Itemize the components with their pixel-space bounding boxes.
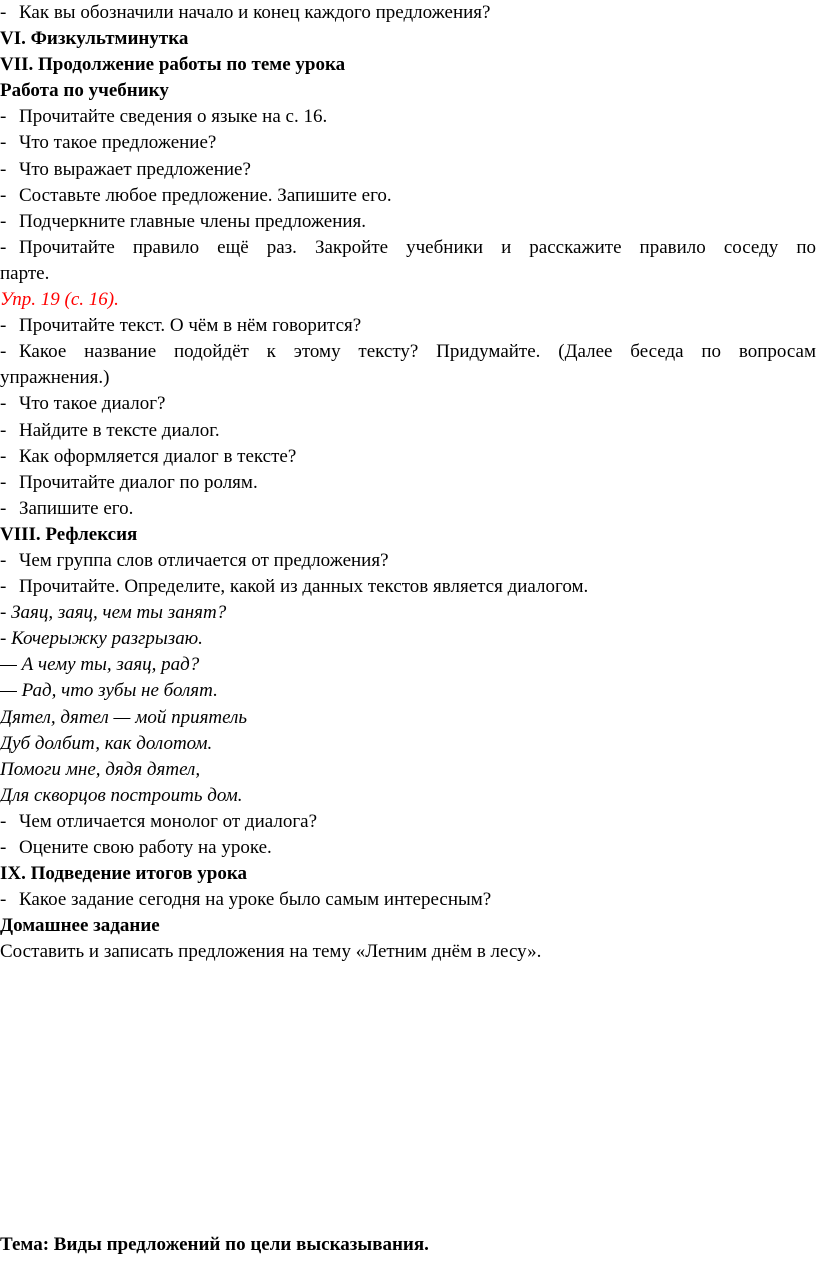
line-text: VII. Продолжение работы по теме урока [0, 54, 346, 76]
line-text: Помоги мне, дядя дятел, [0, 758, 201, 780]
poem-line [0, 652, 816, 678]
line-text: Какое задание сегодня на уроке было самым интересным? [19, 889, 492, 911]
line-text: - Заяц, заяц, чем ты занят? [0, 602, 227, 624]
lesson-topic-heading: Тема: Виды предложений по цели высказывания. [0, 1234, 429, 1255]
list-item [0, 183, 816, 209]
line-text: Прочитайте текст. О чём в нём говорится? [19, 315, 362, 337]
list-bullet: - [0, 132, 7, 154]
poem-line [0, 600, 816, 626]
text-line [0, 365, 816, 391]
list-bullet: - [0, 341, 7, 363]
list-item [0, 130, 816, 156]
line-text: Прочитайте. Определите, какой из данных текстов является диалогом. [19, 576, 589, 598]
line-text: парте. [0, 262, 50, 284]
list-item [0, 835, 816, 861]
poem-line [0, 731, 816, 757]
line-text: Дятел, дятел — мой приятель [0, 706, 248, 728]
text-line [0, 261, 816, 287]
line-text: Дуб долбит, как долотом. [0, 732, 213, 754]
line-text: Составьте любое предложение. Запишите его. [19, 184, 392, 206]
list-item [0, 809, 816, 835]
poem-line [0, 757, 816, 783]
list-bullet: - [0, 549, 7, 571]
list-bullet: - [0, 210, 7, 232]
line-text: Подчеркните главные члены предложения. [19, 210, 367, 232]
list-bullet: - [0, 837, 7, 858]
list-bullet: - [0, 497, 7, 519]
list-item [0, 444, 816, 470]
list-bullet: - [0, 184, 7, 206]
list-bullet: - [0, 236, 7, 258]
line-text: Чем отличается монолог от диалога? [19, 810, 318, 832]
list-bullet: - [0, 810, 7, 832]
line-text: Прочитайте диалог по ролям. [19, 471, 258, 493]
text-line [0, 939, 816, 965]
list-item [0, 157, 816, 183]
line-text: упражнения.) [0, 367, 110, 389]
list-item [0, 418, 816, 444]
line-text: Прочитайте правило ещё раз. Закройте учебники и расскажите правило соседу по [19, 236, 816, 258]
list-bullet: - [0, 471, 7, 493]
section-heading [0, 52, 816, 78]
list-bullet: - [0, 315, 7, 337]
list-bullet: - [0, 393, 7, 415]
list-item [0, 209, 816, 235]
line-text: Что такое диалог? [19, 393, 166, 415]
line-text: Прочитайте сведения о языке на с. 16. [19, 106, 328, 128]
list-item [0, 339, 816, 365]
list-item [0, 0, 816, 26]
list-item [0, 391, 816, 417]
line-text: Найдите в тексте диалог. [19, 419, 220, 441]
list-item [0, 313, 816, 339]
section-heading [0, 861, 816, 887]
list-item [0, 470, 816, 496]
poem-line [0, 626, 816, 652]
line-text: Какое название подойдёт к этому тексту? Придумайте. (Далее беседа по вопросам [19, 341, 816, 363]
line-text: Как оформляется диалог в тексте? [19, 445, 297, 467]
line-text: — А чему ты, заяц, рад? [0, 654, 200, 676]
poem-line [0, 783, 816, 809]
line-text: Как вы обозначили начало и конец каждого предложения? [19, 2, 491, 23]
line-text: — Рад, что зубы не болят. [0, 680, 218, 702]
poem-line [0, 678, 816, 704]
section-heading [0, 913, 816, 939]
exercise-reference [0, 287, 816, 313]
list-bullet: - [0, 2, 7, 23]
line-text: VIII. Рефлексия [0, 523, 138, 545]
section-heading [0, 26, 816, 52]
line-text: Что выражает предложение? [19, 158, 251, 180]
list-bullet: - [0, 889, 7, 911]
line-text: Оцените свою работу на уроке. [19, 837, 272, 858]
line-text: VI. Физкультминутка [0, 28, 189, 50]
list-bullet: - [0, 158, 7, 180]
list-item [0, 574, 816, 600]
list-item [0, 235, 816, 261]
line-text: Что такое предложение? [19, 132, 217, 154]
line-text: IX. Подведение итогов урока [0, 863, 247, 885]
section-heading [0, 78, 816, 104]
list-item [0, 104, 816, 130]
poem-line [0, 705, 816, 731]
list-bullet: - [0, 419, 7, 441]
list-item [0, 548, 816, 574]
list-bullet: - [0, 106, 7, 128]
list-item [0, 887, 816, 913]
line-text: Запишите его. [19, 497, 134, 519]
line-text: - Кочерыжку разгрызаю. [0, 628, 203, 650]
list-bullet: - [0, 445, 7, 467]
line-text: Чем группа слов отличается от предложения? [19, 549, 389, 571]
line-text: Упр. 19 (с. 16). [0, 289, 119, 311]
line-text: Домашнее задание [0, 915, 160, 937]
section-heading [0, 522, 816, 548]
line-text: Работа по учебнику [0, 80, 169, 102]
list-bullet: - [0, 576, 7, 598]
line-text: Для скворцов построить дом. [0, 784, 243, 806]
list-item [0, 496, 816, 522]
line-text: Составить и записать предложения на тему «Летним днём в лесу». [0, 941, 542, 963]
